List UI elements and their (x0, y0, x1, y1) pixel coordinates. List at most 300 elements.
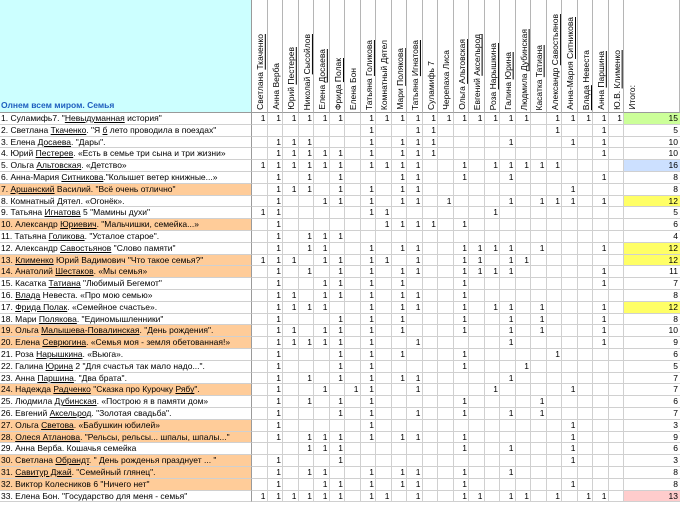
vote-cell[interactable] (593, 349, 609, 361)
column-header[interactable] (578, 0, 594, 113)
vote-cell[interactable] (283, 231, 299, 243)
column-header[interactable] (423, 0, 439, 113)
vote-cell[interactable]: 1 (376, 113, 392, 125)
vote-cell[interactable] (438, 160, 454, 172)
vote-cell[interactable]: 1 (268, 314, 284, 326)
vote-cell[interactable] (578, 266, 594, 278)
vote-cell[interactable] (609, 266, 625, 278)
vote-cell[interactable] (361, 172, 377, 184)
vote-cell[interactable] (547, 432, 563, 444)
vote-cell[interactable] (609, 361, 625, 373)
total-cell[interactable]: 8 (624, 479, 680, 491)
vote-cell[interactable]: 1 (330, 396, 346, 408)
vote-cell[interactable]: 1 (268, 231, 284, 243)
vote-cell[interactable] (438, 408, 454, 420)
vote-cell[interactable] (469, 361, 485, 373)
vote-cell[interactable]: 1 (392, 325, 408, 337)
vote-cell[interactable]: 1 (562, 479, 578, 491)
vote-cell[interactable]: 1 (593, 196, 609, 208)
vote-cell[interactable] (376, 396, 392, 408)
vote-cell[interactable] (330, 243, 346, 255)
vote-cell[interactable] (500, 455, 516, 467)
vote-cell[interactable] (593, 255, 609, 267)
vote-cell[interactable]: 1 (485, 207, 501, 219)
vote-cell[interactable] (469, 148, 485, 160)
vote-cell[interactable]: 1 (268, 432, 284, 444)
vote-cell[interactable] (547, 361, 563, 373)
vote-cell[interactable]: 1 (361, 349, 377, 361)
vote-cell[interactable]: 1 (376, 219, 392, 231)
vote-cell[interactable]: 1 (392, 290, 408, 302)
vote-cell[interactable] (283, 314, 299, 326)
vote-cell[interactable] (376, 479, 392, 491)
vote-cell[interactable] (407, 361, 423, 373)
vote-cell[interactable] (531, 184, 547, 196)
vote-cell[interactable] (531, 349, 547, 361)
vote-cell[interactable]: 1 (299, 467, 315, 479)
vote-cell[interactable] (500, 184, 516, 196)
vote-cell[interactable]: 1 (500, 314, 516, 326)
entry-title-cell[interactable] (0, 266, 252, 278)
vote-cell[interactable]: 1 (593, 314, 609, 326)
vote-cell[interactable] (578, 278, 594, 290)
vote-cell[interactable]: 1 (407, 479, 423, 491)
vote-cell[interactable] (609, 349, 625, 361)
vote-cell[interactable] (345, 290, 361, 302)
column-header[interactable] (469, 0, 485, 113)
vote-cell[interactable] (609, 408, 625, 420)
vote-cell[interactable] (578, 349, 594, 361)
vote-cell[interactable] (438, 302, 454, 314)
vote-cell[interactable] (609, 420, 625, 432)
vote-cell[interactable] (283, 384, 299, 396)
vote-cell[interactable]: 1 (299, 184, 315, 196)
vote-cell[interactable] (578, 337, 594, 349)
vote-cell[interactable] (516, 137, 532, 149)
total-cell[interactable]: 5 (624, 125, 680, 137)
vote-cell[interactable] (609, 432, 625, 444)
vote-cell[interactable] (562, 337, 578, 349)
vote-cell[interactable] (562, 148, 578, 160)
vote-cell[interactable] (516, 207, 532, 219)
column-header[interactable] (330, 0, 346, 113)
vote-cell[interactable] (547, 373, 563, 385)
vote-cell[interactable] (299, 361, 315, 373)
vote-cell[interactable]: 1 (516, 491, 532, 503)
vote-cell[interactable] (299, 479, 315, 491)
vote-cell[interactable]: 1 (330, 361, 346, 373)
vote-cell[interactable]: 1 (500, 408, 516, 420)
vote-cell[interactable] (423, 231, 439, 243)
vote-cell[interactable]: 1 (593, 137, 609, 149)
vote-cell[interactable] (252, 325, 268, 337)
vote-cell[interactable] (547, 467, 563, 479)
vote-cell[interactable] (423, 479, 439, 491)
entry-title-cell[interactable] (0, 420, 252, 432)
column-header[interactable] (345, 0, 361, 113)
vote-cell[interactable]: 1 (469, 491, 485, 503)
vote-cell[interactable]: 1 (454, 408, 470, 420)
vote-cell[interactable] (330, 207, 346, 219)
vote-cell[interactable]: 1 (330, 113, 346, 125)
vote-cell[interactable]: 1 (268, 266, 284, 278)
vote-cell[interactable] (516, 231, 532, 243)
vote-cell[interactable]: 1 (485, 243, 501, 255)
entry-title-cell[interactable] (0, 408, 252, 420)
vote-cell[interactable] (252, 148, 268, 160)
vote-cell[interactable] (345, 314, 361, 326)
entry-title-cell[interactable] (0, 231, 252, 243)
vote-cell[interactable] (547, 266, 563, 278)
vote-cell[interactable] (438, 231, 454, 243)
total-cell[interactable]: 13 (624, 491, 680, 503)
entry-title-cell[interactable] (0, 184, 252, 196)
vote-cell[interactable] (547, 278, 563, 290)
total-cell[interactable]: 6 (624, 219, 680, 231)
vote-cell[interactable]: 1 (469, 266, 485, 278)
column-header[interactable] (547, 0, 563, 113)
vote-cell[interactable] (593, 361, 609, 373)
vote-cell[interactable]: 1 (407, 290, 423, 302)
vote-cell[interactable] (593, 231, 609, 243)
vote-cell[interactable]: 1 (361, 384, 377, 396)
vote-cell[interactable] (407, 207, 423, 219)
vote-cell[interactable] (283, 243, 299, 255)
vote-cell[interactable] (562, 302, 578, 314)
vote-cell[interactable] (609, 314, 625, 326)
vote-cell[interactable] (376, 455, 392, 467)
vote-cell[interactable]: 1 (392, 160, 408, 172)
vote-cell[interactable] (376, 278, 392, 290)
vote-cell[interactable]: 1 (361, 396, 377, 408)
vote-cell[interactable] (547, 243, 563, 255)
vote-cell[interactable] (562, 408, 578, 420)
vote-cell[interactable]: 1 (423, 113, 439, 125)
vote-cell[interactable] (469, 337, 485, 349)
vote-cell[interactable] (252, 302, 268, 314)
entry-title-cell[interactable] (0, 113, 252, 125)
vote-cell[interactable] (578, 184, 594, 196)
vote-cell[interactable]: 1 (268, 207, 284, 219)
vote-cell[interactable]: 1 (454, 314, 470, 326)
vote-cell[interactable] (299, 349, 315, 361)
vote-cell[interactable] (438, 325, 454, 337)
vote-cell[interactable] (485, 337, 501, 349)
total-cell[interactable]: 7 (624, 373, 680, 385)
vote-cell[interactable] (500, 384, 516, 396)
vote-cell[interactable] (485, 491, 501, 503)
vote-cell[interactable] (345, 266, 361, 278)
vote-cell[interactable]: 1 (454, 290, 470, 302)
vote-cell[interactable] (345, 207, 361, 219)
vote-cell[interactable] (438, 361, 454, 373)
vote-cell[interactable]: 1 (268, 148, 284, 160)
vote-cell[interactable]: 1 (268, 337, 284, 349)
vote-cell[interactable] (407, 314, 423, 326)
vote-cell[interactable]: 1 (283, 337, 299, 349)
vote-cell[interactable]: 1 (547, 196, 563, 208)
vote-cell[interactable] (376, 137, 392, 149)
vote-cell[interactable] (454, 196, 470, 208)
vote-cell[interactable]: 1 (361, 325, 377, 337)
vote-cell[interactable] (376, 302, 392, 314)
entry-title-cell[interactable] (0, 325, 252, 337)
column-header[interactable] (454, 0, 470, 113)
total-cell[interactable]: 10 (624, 325, 680, 337)
vote-cell[interactable] (531, 266, 547, 278)
vote-cell[interactable] (438, 266, 454, 278)
vote-cell[interactable]: 1 (562, 113, 578, 125)
vote-cell[interactable]: 1 (330, 337, 346, 349)
vote-cell[interactable] (531, 148, 547, 160)
vote-cell[interactable] (376, 231, 392, 243)
vote-cell[interactable]: 1 (283, 148, 299, 160)
vote-cell[interactable]: 1 (547, 349, 563, 361)
vote-cell[interactable]: 1 (500, 337, 516, 349)
vote-cell[interactable]: 1 (314, 479, 330, 491)
vote-cell[interactable]: 1 (547, 160, 563, 172)
vote-cell[interactable] (252, 361, 268, 373)
total-cell[interactable]: 7 (624, 278, 680, 290)
entry-title-cell[interactable] (0, 314, 252, 326)
vote-cell[interactable]: 1 (423, 125, 439, 137)
vote-cell[interactable]: 1 (454, 396, 470, 408)
vote-cell[interactable] (547, 314, 563, 326)
vote-cell[interactable]: 1 (392, 243, 408, 255)
vote-cell[interactable] (547, 479, 563, 491)
vote-cell[interactable]: 1 (392, 184, 408, 196)
vote-cell[interactable] (469, 432, 485, 444)
vote-cell[interactable] (361, 455, 377, 467)
vote-cell[interactable] (423, 172, 439, 184)
vote-cell[interactable]: 1 (531, 325, 547, 337)
vote-cell[interactable]: 1 (516, 160, 532, 172)
vote-cell[interactable]: 1 (547, 125, 563, 137)
vote-cell[interactable] (609, 219, 625, 231)
vote-cell[interactable] (345, 196, 361, 208)
vote-cell[interactable] (562, 290, 578, 302)
vote-cell[interactable]: 1 (454, 172, 470, 184)
vote-cell[interactable]: 1 (314, 443, 330, 455)
vote-cell[interactable]: 1 (330, 184, 346, 196)
vote-cell[interactable] (547, 148, 563, 160)
vote-cell[interactable]: 1 (531, 408, 547, 420)
vote-cell[interactable]: 1 (593, 491, 609, 503)
vote-cell[interactable] (314, 408, 330, 420)
vote-cell[interactable]: 1 (252, 255, 268, 267)
vote-cell[interactable]: 1 (500, 255, 516, 267)
vote-cell[interactable]: 1 (268, 255, 284, 267)
vote-cell[interactable] (609, 255, 625, 267)
vote-cell[interactable]: 1 (531, 396, 547, 408)
vote-cell[interactable] (283, 349, 299, 361)
total-cell[interactable]: 7 (624, 384, 680, 396)
vote-cell[interactable] (438, 432, 454, 444)
vote-cell[interactable] (485, 184, 501, 196)
vote-cell[interactable] (593, 160, 609, 172)
vote-cell[interactable] (500, 290, 516, 302)
vote-cell[interactable] (562, 266, 578, 278)
vote-cell[interactable] (454, 137, 470, 149)
vote-cell[interactable]: 1 (361, 148, 377, 160)
vote-cell[interactable]: 1 (500, 113, 516, 125)
vote-cell[interactable] (438, 290, 454, 302)
vote-cell[interactable]: 1 (407, 184, 423, 196)
vote-cell[interactable] (531, 255, 547, 267)
entry-title-cell[interactable] (0, 337, 252, 349)
vote-cell[interactable] (609, 243, 625, 255)
vote-cell[interactable]: 1 (283, 184, 299, 196)
vote-cell[interactable]: 1 (454, 443, 470, 455)
column-header[interactable] (361, 0, 377, 113)
vote-cell[interactable] (299, 278, 315, 290)
vote-cell[interactable]: 1 (407, 219, 423, 231)
vote-cell[interactable] (469, 467, 485, 479)
vote-cell[interactable]: 1 (485, 160, 501, 172)
vote-cell[interactable] (423, 396, 439, 408)
entry-title-cell[interactable] (0, 384, 252, 396)
vote-cell[interactable]: 1 (485, 384, 501, 396)
vote-cell[interactable]: 1 (299, 432, 315, 444)
vote-cell[interactable] (516, 325, 532, 337)
vote-cell[interactable] (392, 125, 408, 137)
vote-cell[interactable]: 1 (593, 337, 609, 349)
vote-cell[interactable] (500, 231, 516, 243)
total-cell[interactable]: 6 (624, 349, 680, 361)
vote-cell[interactable]: 1 (299, 443, 315, 455)
vote-cell[interactable]: 1 (283, 255, 299, 267)
vote-cell[interactable] (283, 432, 299, 444)
vote-cell[interactable] (314, 396, 330, 408)
total-cell[interactable]: 10 (624, 148, 680, 160)
vote-cell[interactable] (562, 278, 578, 290)
vote-cell[interactable] (299, 314, 315, 326)
vote-cell[interactable] (516, 455, 532, 467)
vote-cell[interactable]: 1 (361, 137, 377, 149)
vote-cell[interactable]: 1 (454, 113, 470, 125)
vote-cell[interactable] (516, 278, 532, 290)
vote-cell[interactable]: 1 (361, 243, 377, 255)
column-header[interactable] (268, 0, 284, 113)
vote-cell[interactable]: 1 (361, 361, 377, 373)
vote-cell[interactable] (516, 373, 532, 385)
vote-cell[interactable] (252, 231, 268, 243)
vote-cell[interactable] (283, 196, 299, 208)
vote-cell[interactable] (314, 172, 330, 184)
entry-title-cell[interactable] (0, 278, 252, 290)
vote-cell[interactable] (516, 172, 532, 184)
vote-cell[interactable]: 1 (500, 467, 516, 479)
vote-cell[interactable] (423, 302, 439, 314)
vote-cell[interactable] (516, 302, 532, 314)
vote-cell[interactable] (485, 125, 501, 137)
vote-cell[interactable]: 1 (330, 231, 346, 243)
vote-cell[interactable]: 1 (593, 278, 609, 290)
column-header[interactable] (283, 0, 299, 113)
vote-cell[interactable]: 1 (268, 302, 284, 314)
vote-cell[interactable] (345, 479, 361, 491)
vote-cell[interactable] (438, 479, 454, 491)
vote-cell[interactable] (345, 408, 361, 420)
vote-cell[interactable] (516, 432, 532, 444)
vote-cell[interactable] (516, 408, 532, 420)
vote-cell[interactable] (547, 455, 563, 467)
vote-cell[interactable]: 1 (578, 491, 594, 503)
vote-cell[interactable] (516, 337, 532, 349)
vote-cell[interactable] (345, 148, 361, 160)
vote-cell[interactable]: 1 (268, 455, 284, 467)
vote-cell[interactable]: 1 (361, 373, 377, 385)
vote-cell[interactable] (252, 396, 268, 408)
vote-cell[interactable] (345, 125, 361, 137)
vote-cell[interactable] (252, 314, 268, 326)
vote-cell[interactable]: 1 (361, 420, 377, 432)
vote-cell[interactable] (283, 443, 299, 455)
vote-cell[interactable] (376, 196, 392, 208)
vote-cell[interactable] (469, 160, 485, 172)
vote-cell[interactable] (500, 479, 516, 491)
vote-cell[interactable] (423, 266, 439, 278)
vote-cell[interactable] (407, 278, 423, 290)
vote-cell[interactable] (485, 455, 501, 467)
vote-cell[interactable] (345, 160, 361, 172)
vote-cell[interactable] (438, 396, 454, 408)
vote-cell[interactable] (268, 125, 284, 137)
vote-cell[interactable] (485, 373, 501, 385)
total-cell[interactable]: 12 (624, 196, 680, 208)
vote-cell[interactable]: 1 (562, 384, 578, 396)
column-header[interactable] (562, 0, 578, 113)
vote-cell[interactable]: 1 (516, 113, 532, 125)
vote-cell[interactable]: 1 (454, 278, 470, 290)
vote-cell[interactable] (578, 148, 594, 160)
vote-cell[interactable]: 1 (268, 408, 284, 420)
vote-cell[interactable]: 1 (407, 491, 423, 503)
vote-cell[interactable] (500, 396, 516, 408)
vote-cell[interactable] (593, 219, 609, 231)
vote-cell[interactable] (299, 455, 315, 467)
vote-cell[interactable]: 1 (299, 243, 315, 255)
vote-cell[interactable] (454, 455, 470, 467)
column-header[interactable] (485, 0, 501, 113)
vote-cell[interactable] (578, 302, 594, 314)
vote-cell[interactable]: 1 (407, 432, 423, 444)
vote-cell[interactable] (314, 219, 330, 231)
vote-cell[interactable] (547, 172, 563, 184)
vote-cell[interactable] (531, 467, 547, 479)
vote-cell[interactable] (593, 408, 609, 420)
vote-cell[interactable] (423, 384, 439, 396)
vote-cell[interactable] (609, 184, 625, 196)
vote-cell[interactable] (609, 491, 625, 503)
vote-cell[interactable] (609, 231, 625, 243)
vote-cell[interactable] (609, 137, 625, 149)
vote-cell[interactable]: 1 (283, 113, 299, 125)
vote-cell[interactable]: 1 (299, 337, 315, 349)
vote-cell[interactable] (376, 172, 392, 184)
vote-cell[interactable] (469, 455, 485, 467)
vote-cell[interactable]: 1 (268, 325, 284, 337)
vote-cell[interactable] (438, 243, 454, 255)
vote-cell[interactable]: 1 (392, 219, 408, 231)
total-cell[interactable]: 8 (624, 184, 680, 196)
vote-cell[interactable] (454, 420, 470, 432)
vote-cell[interactable] (345, 219, 361, 231)
column-header[interactable] (609, 0, 625, 113)
vote-cell[interactable] (531, 384, 547, 396)
vote-cell[interactable] (531, 137, 547, 149)
vote-cell[interactable] (578, 125, 594, 137)
